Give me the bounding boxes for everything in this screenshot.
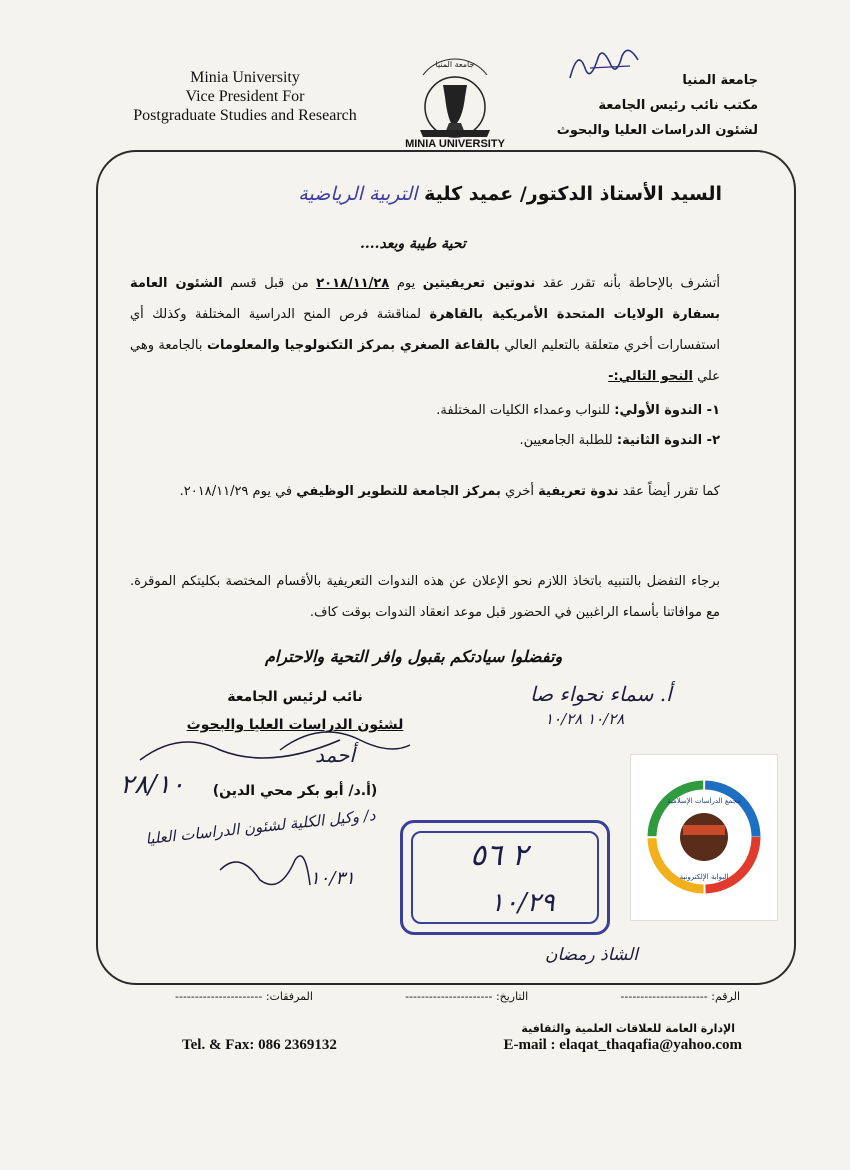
- body-paragraph-3: [130, 566, 720, 628]
- p1-end: بالجامعة وهي علي: [130, 338, 720, 384]
- handwritten-note-right: أ. سماء نحواء صا: [530, 682, 672, 706]
- office-title-en: Vice President For: [185, 88, 305, 105]
- item2-label: ٢- الندوة الثانية:: [616, 433, 720, 448]
- university-name-en: Minia University: [190, 69, 300, 86]
- p2-start: كما تقرر أيضاً عقد: [618, 484, 720, 499]
- seminar-item-1: [436, 403, 720, 418]
- top-signature: [560, 38, 650, 88]
- p1-mid2: من قبل قسم: [222, 276, 317, 291]
- greeting: تحية طيبة وبعد....: [360, 236, 466, 252]
- footer-fields: [175, 990, 740, 1010]
- p1-bold-as-follows: النحو التالي:-: [608, 369, 693, 384]
- english-letterhead: [110, 68, 380, 125]
- p1-start: أتشرف بالإحاطة بأنه تقرر عقد: [535, 276, 720, 291]
- item1-label: ١- الندوة الأولي:: [614, 403, 720, 418]
- body-paragraph-1: [130, 268, 720, 392]
- handwritten-number-left: ٢٨/١٠: [120, 770, 185, 800]
- body-paragraph-2: [130, 476, 720, 507]
- portal-badge: [630, 754, 778, 921]
- addressee-prefix: السيد الأستاذ الدكتور/ عميد كلية: [424, 183, 722, 205]
- handwritten-note-vice: د/ وكيل الكلية لشئون الدراسات العليا: [144, 805, 377, 849]
- p1-mid3: لمناقشة فرص المنح الدراسية المختلفة وكذلك أي استفسارات أخري متعلقة بالتعليم العالي: [130, 307, 720, 353]
- p2-bold1: ندوة تعريفية: [538, 484, 619, 499]
- office-subtitle-ar: لشئون الدراسات العليا والبحوث: [556, 123, 758, 138]
- p2-mid: أخري: [500, 484, 539, 499]
- p1-bold-venue: بالقاعة الصغري بمركز التكنولوجيا والمعلومات: [206, 338, 500, 353]
- handwritten-bottom-name: الشاذ رمضان: [545, 945, 638, 965]
- stamp-number: ٢ ٥٦: [470, 838, 528, 873]
- p1-bold-embassy: الشئون العامة بسفارة الولايات المتحدة الأمريكية بالقاهرة: [130, 276, 720, 322]
- signer-title-2: لشئون الدراسات العليا والبحوث: [186, 717, 404, 733]
- closing-line: وتفضلوا سيادتكم بقبول وافر التحية والاحترام: [265, 647, 563, 666]
- footer-tel: Tel. & Fax: 086 2369132: [182, 1037, 337, 1053]
- university-name-ar: جامعة المنيا: [682, 73, 758, 88]
- footer-attachments-dashes: ----------------------: [175, 990, 263, 1003]
- p1-bold-seminars: ندوتين تعريفيتين: [422, 276, 536, 291]
- signer-name: (أ.د/ أبو بكر محي الدين): [212, 783, 378, 799]
- footer-attachments-field: [175, 990, 313, 1010]
- footer-department: الإدارة العامة للعلاقات العلمية والثقافية: [521, 1022, 735, 1035]
- office-title-ar: مكتب نائب رئيس الجامعة: [598, 98, 758, 113]
- p2-bold2: بمركز الجامعة للتطوير الوظيفي: [296, 484, 501, 499]
- handwritten-dates-right: ١٠/٢٨ ١٠/٢٨: [545, 710, 625, 728]
- footer-date-label: التاريخ:: [495, 990, 529, 1003]
- office-subtitle-en: Postgraduate Studies and Research: [133, 107, 357, 124]
- logo-caption: MINIA UNIVERSITY: [405, 138, 505, 150]
- p2-end: في يوم ٢٠١٨/١١/٢٩.: [179, 484, 297, 499]
- footer-email: E-mail : elaqat_thaqafia@yahoo.com: [503, 1037, 742, 1053]
- handwritten-note-middle: أحمد: [315, 743, 355, 767]
- badge-text-top: مجمع الدراسات الإسلامية: [667, 797, 741, 805]
- footer-number-dashes: ----------------------: [620, 990, 708, 1003]
- footer-date-dashes: ----------------------: [405, 990, 493, 1003]
- portal-logo: [631, 755, 777, 920]
- footer-date-field: [405, 990, 528, 1010]
- stamp-date: ١٠/٢٩: [490, 888, 555, 918]
- addressee-line: [298, 183, 722, 205]
- p3-text: برجاء التفضل بالتنبيه باتخاذ اللازم نحو الإعلان عن هذه الندوات التعريفية بالأقسام المختصة بكليتكم الموقرة. مع موافاتنا بأسماء الراغبين في الحضور قبل موعد انعقاد الندوات بوقت كاف.: [130, 574, 720, 620]
- handwritten-date-left: ١٠/٣١: [310, 868, 355, 889]
- signer-title-1: نائب لرئيس الجامعة: [227, 689, 363, 705]
- footer-number-label: الرقم:: [711, 990, 740, 1003]
- item1-text: للنواب وعمداء الكليات المختلفة.: [436, 403, 615, 418]
- logo-arabic-text: جامعة المنيا: [435, 60, 475, 69]
- footer-attachments-label: المرفقات:: [265, 990, 313, 1003]
- signature-scribbles: [120, 720, 420, 910]
- addressee-faculty: التربية الرياضية: [298, 183, 418, 205]
- seminar-item-2: [519, 433, 720, 448]
- footer-number-field: [620, 990, 740, 1010]
- item2-text: للطلبة الجامعيين.: [519, 433, 617, 448]
- badge-text-bottom: البوابة الإلكترونية: [679, 873, 729, 881]
- p1-mid1: يوم: [389, 276, 423, 291]
- p1-date: ٢٠١٨/١١/٢٨: [316, 276, 390, 291]
- footer-contact: [182, 1037, 742, 1054]
